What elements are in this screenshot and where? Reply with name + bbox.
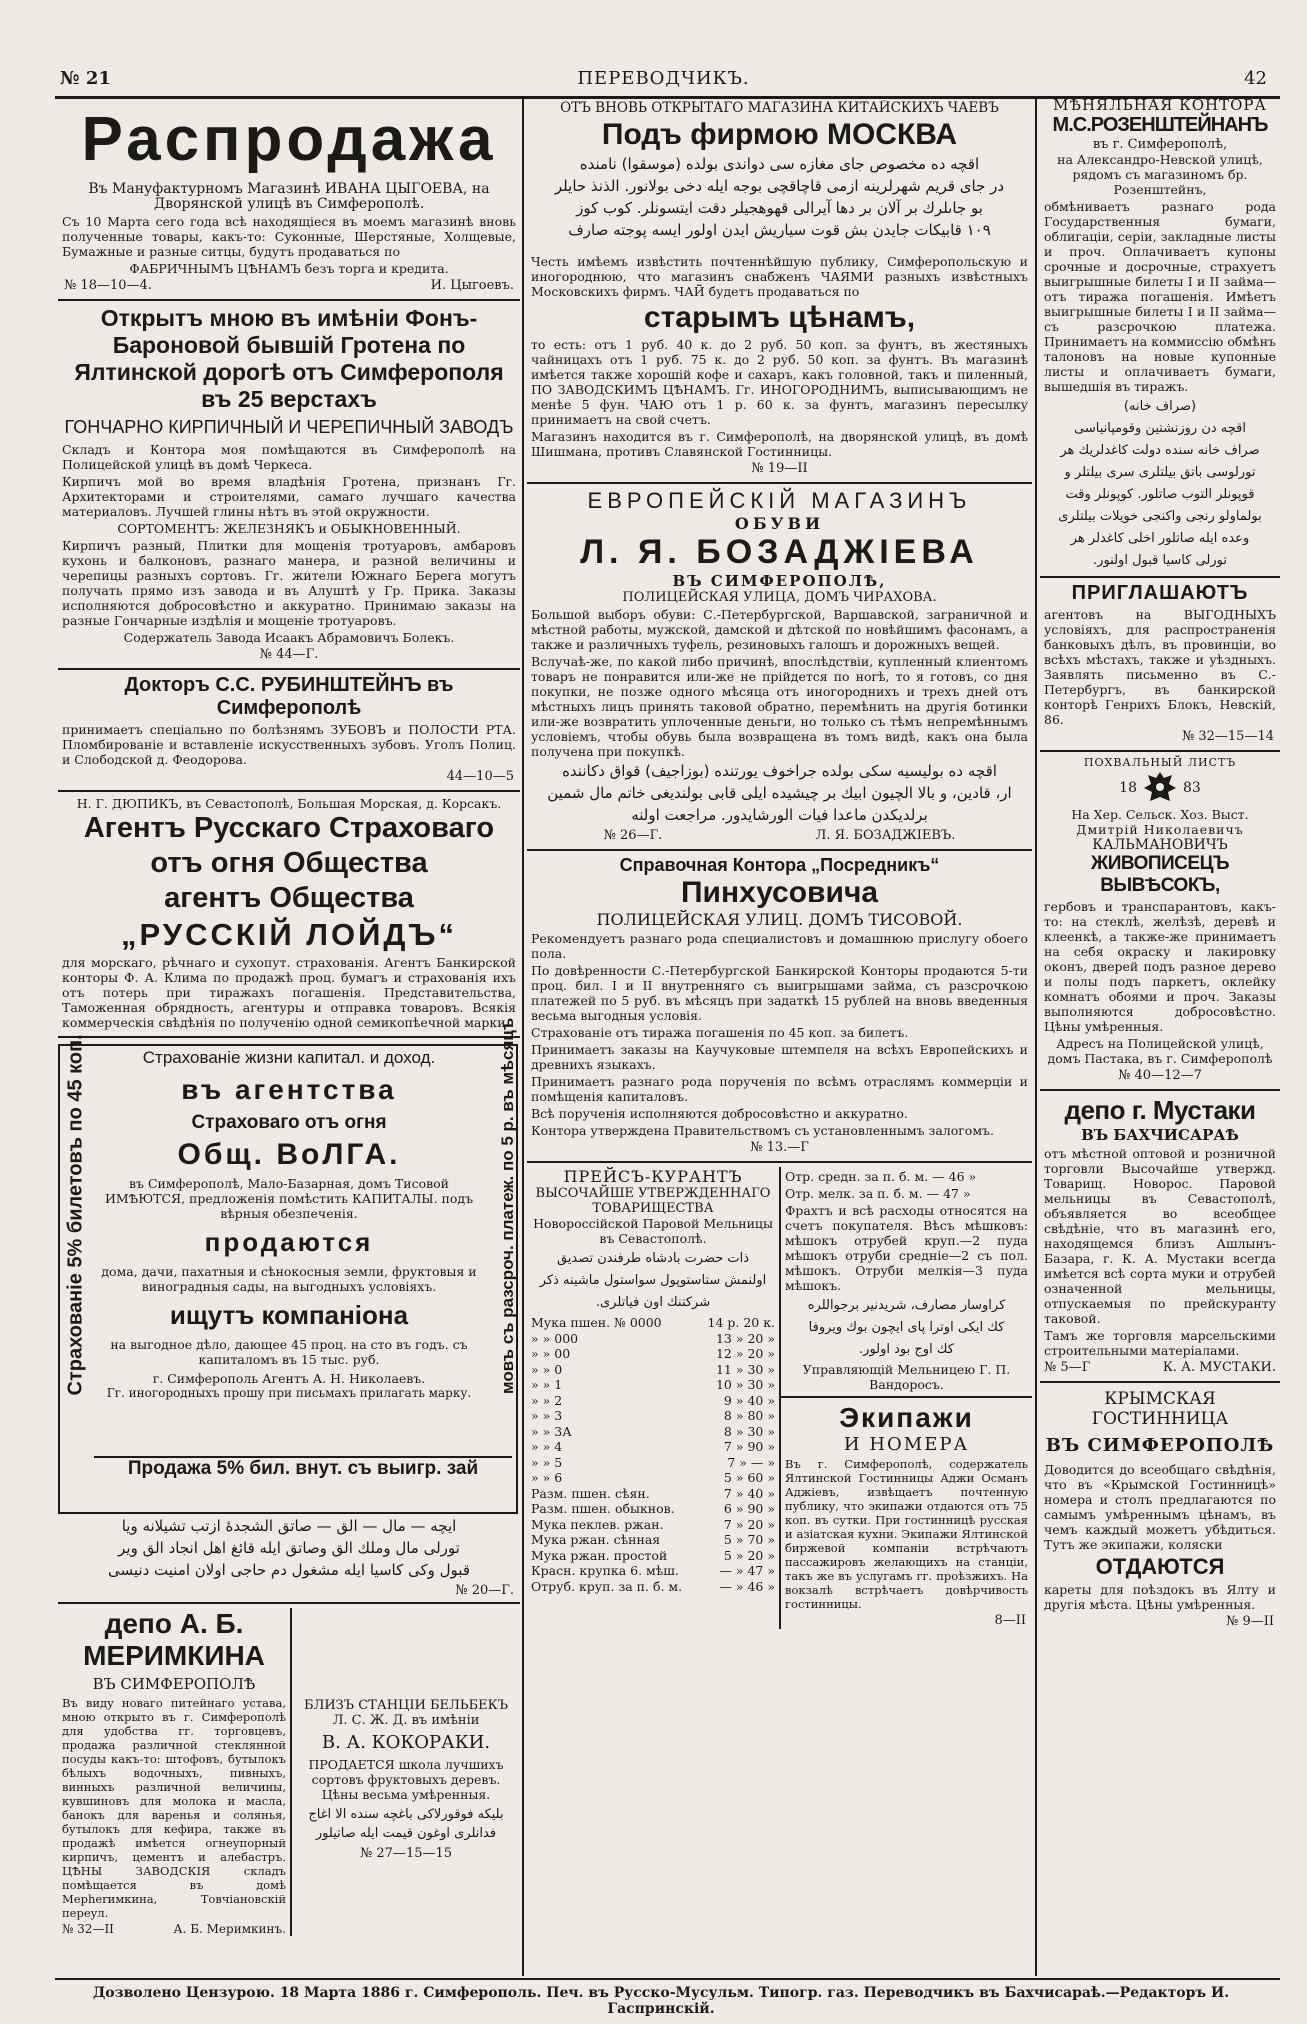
price-item-name: » » 3 xyxy=(531,1408,563,1423)
price-arabic-4: كراوسار مصارف، شريدنير برجواللره xyxy=(807,1298,1006,1313)
agent-title-4: „РУССКІЙ ЛОЙДЪ“ xyxy=(121,917,457,952)
factory-text-1: Складъ и Контора моя помѣщаются въ Симферополѣ на Полицейской улицѣ въ домѣ Черкеса. xyxy=(62,442,516,472)
kokoraki-arabic: بليكه فوقورلاكى باغچه سنده الا اغاج فدانلرى اوغون قيمت ايله صاتيلور xyxy=(308,1807,504,1841)
price-item-name: » » 4 xyxy=(531,1439,563,1454)
shoes-number: № 26—Г. xyxy=(603,828,663,843)
sale-text-2: Съ 10 Марта сего года всѣ находящіеся въ моемъ магазинѣ вновь полученные товары, какъ-то: Суконные, Шерстяные, Холщевые, Бумажные и разные ситцы, будутъ продаваться по xyxy=(62,214,516,259)
pinkh-text-6: Всѣ порученія исполняются добросовѣстно и аккуратно. xyxy=(531,1106,908,1121)
price-item-name: » » 000 xyxy=(531,1330,579,1346)
kalm-text: гербовъ и транспарантовъ, какъ-то: на стеклѣ, желѣзѣ, деревѣ и клеенкѣ, а также-же принимаетъ на себя окраску и лакировку оконъ, дверей подъ разное дерево и полы подъ паркетъ, оклейку комнатъ обоями и проч. Заказы выполняются добросовѣстно. Цѣны умѣренныя. xyxy=(1044,899,1276,1034)
volga-line-1: въ агентства xyxy=(181,1074,397,1105)
volga-left-vertical: Страхованіе 5% билетовъ по 45 коп. xyxy=(64,1034,87,1396)
price-right-2: Отр. мелк. за п. б. м. — 47 » xyxy=(785,1186,971,1201)
volga-seek-text: на выгодное дѣло, дающее 45 проц. на сто въ годъ. съ капиталомъ въ 15 тыс. руб. xyxy=(110,1337,468,1367)
price-item-name: » » 5 xyxy=(531,1454,563,1470)
price-item-value: 12 » 20 » xyxy=(715,1346,775,1361)
pinkh-title-2: Пинхусовича xyxy=(680,876,879,909)
price-item-name: » » 6 xyxy=(531,1470,563,1485)
tea-top: ОТЪ ВНОВЬ ОТКРЫТАГО МАГАЗИНА КИТАЙСКИХЪ ЧАЕВЪ xyxy=(560,100,999,116)
agent-title-1: Агентъ Русскаго Страховаго xyxy=(83,812,495,844)
price-row-item xyxy=(531,1501,775,1517)
hotel-ad xyxy=(1040,1389,1280,1629)
price-title-1: ПРЕЙСЪ-КУРАНТЪ xyxy=(563,1167,743,1186)
rozen-title-2: М.С.РОЗЕНШТЕЙНАНЪ xyxy=(1052,114,1268,136)
eagle-emblem-icon xyxy=(1143,769,1177,807)
price-row-item xyxy=(531,1393,775,1409)
volga-line-2: Страховаго отъ огня xyxy=(191,1112,387,1133)
tea-text-3: Магазинъ находится въ г. Симферополѣ, на дворянской улицѣ, въ домѣ Шишмана, противъ Славянской Гостинницы. xyxy=(531,429,1028,459)
hotel-number: № 9—II xyxy=(1226,1614,1274,1629)
factory-text-4: Кирпичъ разный, Плитки для мощенія тротуаровъ, амбаровъ кухонь и балконовъ, разнаго манера, и разной величины и черепицы разныхъ сортовъ. Гг. жители Южнаго Берега могутъ получать прямо изъ завода и въ Алуштѣ у Гр. Прика. Заказы исполняются добросовѣстно и аккуратно. Принимаю заказы на разные Гончарные издѣлія и мощеніе тротуаровъ. xyxy=(62,538,516,628)
pinkh-text-2: По довѣренности С.-Петербургской Банкирской Конторы продаются 5-ти проц. бил. I и II внутренняго съ выигрышами займа, съ разсрочкою платежей по 5 руб. въ мѣсяцъ при задаткѣ 15 рублей на вновь введенныя весьма выгодныя условія. xyxy=(531,963,1028,1023)
price-row-item xyxy=(531,1455,775,1471)
volga-number: № 20—Г. xyxy=(455,1583,514,1598)
agent-title-2: отъ огня Общества xyxy=(150,847,428,879)
price-arabic-1: ذات حضرت بادشاه طرفندن تصديق xyxy=(556,1251,750,1266)
mustaki-text-2: Тамъ же торговля марсельскими строительными матеріалами. xyxy=(1044,1328,1276,1358)
tea-firm: Подъ фирмою МОСКВА xyxy=(601,118,958,151)
price-item-value: 7 » — » xyxy=(727,1454,775,1470)
column-2 xyxy=(527,100,1032,1975)
price-item-value: 6 » 90 » xyxy=(723,1501,775,1516)
ekip-text: Въ г. Симферополѣ, содержатель Ялтинской Гостинницы Аджи Османъ Аджіевъ, извѣщаетъ почтенную публику, что экипажи отдаются отъ 75 коп. въ сутки. При гостинницѣ русская и азіатская кухни. Экипажи Ялтинской биржевой компаніи встрѣчаютъ пассажировъ желающихъ на станціи, такъ же въ услугамъ гг. проѣзжихъ. На вокзалѣ встрѣчаетъ довѣрчивость гостинницы. xyxy=(785,1457,1028,1611)
sale-signature: И. Цыгоевъ. xyxy=(430,278,514,293)
kalm-title-4: ЖИВОПИСЕЦЪ ВЫВѢСОКЪ, xyxy=(1091,853,1229,896)
rozenshtein-ad xyxy=(1040,96,1280,570)
kokoraki-ad xyxy=(292,1608,520,1936)
hotel-text: Доводится до всеобщаго свѣдѣнія, что въ «Крымской Гостинницѣ» номера и столъ предлагаются по самымъ умѣреннымъ цѣнамъ, въ чемъ каждый можетъ убѣдиться. Тутъ же экипажи, коляски xyxy=(1044,1462,1276,1552)
price-item-value: 8 » 30 » xyxy=(723,1423,775,1439)
rozen-text: обмѣниваетъ разнаго рода Государственныя бумаги, облигаціи, серіи, закладные листы и проч. Оплачиваетъ купоны срочные и досрочные, страхуетъ выигрышные билеты I и II займа—отъ тиража погашенія. Имѣетъ выигрышные билеты I и II займа—съ разсрочкою платежа. Принимаетъ на коммиссію обмѣнъ талоновъ на новые купонные листы и оплачиваетъ бумаги, вышедшія въ тиражъ. xyxy=(1044,199,1276,394)
kokoraki-number: № 27—15—15 xyxy=(359,1846,453,1861)
rozen-title-1: МѢНЯЛЬНАЯ КОНТОРА xyxy=(1053,96,1267,114)
factory-name: ГОНЧАРНО КИРПИЧНЫЙ И ЧЕРЕПИЧНЫЙ ЗАВОДЪ xyxy=(64,417,514,437)
column-rule-1 xyxy=(522,96,524,1976)
volga-agent: г. Симферополь Агентъ А. Н. Николаевъ. xyxy=(152,1371,426,1386)
column-3 xyxy=(1040,96,1280,1975)
volga-have: ИМѢЮТСЯ, предложенія помѣстить КАПИТАЛЫ. подъ вѣрныя обезпеченія. xyxy=(104,1191,474,1221)
shoes-title-2: ОБУВИ xyxy=(734,514,825,533)
sale-title: Распродажа xyxy=(81,105,497,174)
tea-ad xyxy=(527,100,1032,476)
agent-text: для морскаго, рѣчнаго и сухопут. страхованія. Агентъ Банкирской конторы Ф. А. Клима по продажѣ проц. бумагъ и страхованія ихъ отъ потерь при тиражахъ погашенія. Представительства, Таможенная обрядность, агентуры и отправка товаровъ. Всякія коммерческія свѣдѣнія по полученію одной семикопѣечной марки. xyxy=(62,955,516,1030)
price-item-name: Мука ржан. сѣнная xyxy=(531,1532,661,1547)
newspaper-title: ПЕРЕВОДЧИКЪ. xyxy=(577,68,750,89)
price-item-name: » » 3А xyxy=(531,1423,572,1439)
shoes-ad xyxy=(527,488,1032,843)
price-item-value: 5 » 20 » xyxy=(723,1547,775,1563)
price-row-item xyxy=(531,1315,775,1331)
volga-arabic-2: تورلى مال وملك الق وصاتق ايله قائغ اهل انجاد الق وير xyxy=(118,1539,460,1557)
rozen-arabic-6: وعده ايله صاتلور اخلى كاغدلر هر xyxy=(1070,531,1250,546)
price-item-value: — » 47 » xyxy=(719,1563,775,1578)
price-signature: Управляющій Мельницею Г. П. Вандоросъ. xyxy=(802,1362,1011,1392)
doctor-text: принимаетъ спеціально по болѣзнямъ ЗУБОВЪ и ПОЛОСТИ РТА. Пломбированіе и вставленіе искусственныхъ зубовъ. Уголъ Полиц. и Слободской д. Феодорова. xyxy=(62,722,516,767)
shoes-text-1: Большой выборъ обуви: С.-Петербургской, Варшавской, заграничной и мѣстной работы, мужской, дамской и дѣтской по новѣйшимъ фасонамъ, а также и различныхъ туфель, резиновыхъ галошъ и дорожныхъ вещей. xyxy=(531,607,1028,652)
kokoraki-line-2: Л. С. Ж. Д. въ имѣніи xyxy=(332,1713,480,1728)
price-row-item xyxy=(531,1548,775,1564)
shoes-arabic-2: ار، قادين، و بالا الچيون ابيك بر چيشيده ايلى قابى بولنديغى خاتم مال شمين xyxy=(547,784,1012,802)
factory-number: № 44—Г. xyxy=(259,647,319,662)
pinkh-number: № 13.—Г xyxy=(750,1140,809,1155)
agent-line: Н. Г. ДЮПИКЪ, въ Севастополѣ, Большая Морская, д. Корсакъ. xyxy=(76,796,502,811)
shoes-signature: Л. Я. БОЗАДЖІЕВЪ. xyxy=(815,828,956,843)
price-arabic-6: كك اوج بود اولور. xyxy=(859,1342,954,1357)
mustaki-ad xyxy=(1040,1095,1280,1375)
price-row-item xyxy=(531,1331,775,1347)
volga-right-vertical: мовъ съ разсроч. платеж. по 5 р. въ мѣсяцъ xyxy=(498,1017,517,1394)
price-row xyxy=(527,1167,1032,1629)
price-item-name: » » 00 xyxy=(531,1346,571,1361)
invite-text: агентовъ на ВЫГОДНЫХЪ условіяхъ, для распространенія банковыхъ дѣлъ, въ провинціи, во всѣхъ мѣстахъ, также и уѣздныхъ. Заявлять письменно въ С.-Петербургъ, въ банкирской конторѣ Генрихъ Блокъ, Невскій, 86. xyxy=(1044,607,1276,727)
shoes-arabic-1: اقچه ده بوليسيه سكى بولده جراخوف يورتنده (بوزاجيف) قواق دكاننده xyxy=(562,762,997,780)
price-item-value: 10 » 30 » xyxy=(715,1377,775,1392)
ekip-title-2: И НОМЕРА xyxy=(843,1434,970,1455)
rozen-arabic-7: تورلى كاسيا قبول اولنور. xyxy=(1093,553,1227,568)
shoes-text-2: Вслучаѣ-же, по какой либо причинѣ, впослѣдствіи, купленный клиентомъ товаръ не понравится или-же не прійдется по ногѣ, то я готовъ, со дня покупки, не позже одного мѣсяца отъ иногороднихъ и трехъ дней отъ мѣстныхъ лицъ принять таковой обратно, перемѣнить на другія ботинки или-же возвратить уплоченные деньги, но только съ тѣмъ непремѣннымъ условіемъ, чтобы обувь была возвращена въ томъ видѣ, какъ она была получена при покупкѣ. xyxy=(531,654,1028,759)
footer-rule xyxy=(55,1978,1280,1980)
tea-arabic-1: اقچه ده مخصوص جاى مغازه سى دواندى بولده (موسقوا) نامنده xyxy=(579,155,980,173)
pinkh-title-1: Справочная Контора „Посредникъ“ xyxy=(619,855,940,875)
price-title-2: ВЫСОЧАЙШЕ УТВЕРЖДЕННАГО ТОВАРИЩЕСТВА xyxy=(535,1186,771,1216)
factory-ad xyxy=(58,305,520,662)
kalm-number: № 40—12—7 xyxy=(1118,1068,1202,1083)
tea-text-1: Честь имѣемъ извѣстить почтеннѣйшую публику, Симферопольскую и иногороднюю, что магазинъ снабженъ ЧАЯМИ разныхъ извѣстныхъ Московскихъ фирмъ. ЧАЙ будетъ продаваться по xyxy=(531,254,1028,299)
price-item-name: Разм. пшен. обыкнов. xyxy=(531,1501,675,1516)
price-row-item xyxy=(531,1362,775,1378)
shoes-arabic-3: برلديكدن ماعدا فيات الورشايدور. مراجعت اولنه xyxy=(631,806,928,824)
kalm-year-2: 83 xyxy=(1183,780,1201,796)
sale-number: № 18—10—4. xyxy=(64,278,152,293)
price-item-value: 11 » 30 » xyxy=(715,1361,775,1377)
mustaki-text: отъ мѣстной оптовой и розничной торговли Высочайше утвержд. Товарищ. Новорос. Паровой мельницы въ Севастополѣ, объявляется во всеобщее свѣдѣніе, что въ магазинѣ его, находящемся близъ Ашлынъ-Базара, г. К. А. Мустаки всегда имѣется всѣ сорта муки и отрубей означенной мельницы, отпускаемыя по прейскуранту таковой. xyxy=(1044,1146,1276,1326)
price-item-value: 5 » 60 » xyxy=(723,1470,775,1485)
price-row-item xyxy=(531,1532,775,1548)
price-table xyxy=(531,1315,775,1594)
merimkin-title-2: МЕРИМКИНА xyxy=(83,1640,265,1671)
volga-address: въ Симферополѣ, Мало-Базарная, домъ Тисовой xyxy=(128,1176,449,1191)
tea-old-prices: старымъ цѣнамъ, xyxy=(643,301,916,334)
price-row-item xyxy=(531,1346,775,1362)
price-item-value: 8 » 80 » xyxy=(723,1408,775,1423)
price-item-name: Мука пшен. № 0000 xyxy=(531,1315,662,1330)
tea-number: № 19—II xyxy=(751,461,808,476)
invite-ad xyxy=(1040,582,1280,744)
merimkin-title-1: депо А. Б. xyxy=(104,1608,244,1639)
rozen-arabic-2: صراف خانه سنده دولت كاغدلريك هر xyxy=(1060,443,1260,458)
kalm-title-2: Дмитрій Николаевичъ xyxy=(1076,822,1244,837)
pinkh-text-5: Принимаетъ разнаго рода порученія по всѣмъ отраслямъ коммерціи и помѣщенія капиталовъ. xyxy=(531,1074,1028,1104)
kalm-address: Адресъ на Полицейской улицѣ, домъ Пастака, въ г. Симферополѣ xyxy=(1047,1036,1273,1066)
price-row-item xyxy=(531,1470,775,1486)
sale-ad xyxy=(58,100,520,293)
shoes-title-4: ВЪ СИМФЕРОПОЛѢ, xyxy=(672,572,887,590)
volga-line-3: Общ. ВоЛГА. xyxy=(177,1138,401,1171)
page-header xyxy=(60,68,1267,90)
hotel-title-2: ВЪ СИМФЕРОПОЛѢ xyxy=(1045,1435,1275,1456)
sale-text-1: Въ Мануфактурномъ Магазинѣ ИВАНА ЦЫГОЕВА, на Дворянской улицѣ въ Симферополѣ. xyxy=(88,181,490,212)
factory-headline: Открытъ мною въ имѣніи Фонъ-Бароновой бывшій Гротена по Ялтинской дорогѣ отъ Симферополя въ 25 верстахъ xyxy=(74,305,504,412)
doctor-number: 44—10—5 xyxy=(446,769,514,784)
price-row-item xyxy=(531,1408,775,1424)
kalm-year-1: 18 xyxy=(1119,780,1137,796)
invite-title: ПРИГЛАШАЮТЪ xyxy=(1071,582,1249,604)
volga-seek: ищутъ компаніона xyxy=(169,1300,409,1330)
pinkh-text-4: Принимаетъ заказы на Каучуковые штемпеля на всѣхъ Европейскихъ и древнихъ языкахъ. xyxy=(531,1042,1028,1072)
price-item-value: 13 » 20 » xyxy=(715,1330,775,1346)
ekip-ad xyxy=(781,1402,1032,1628)
price-title-3: Новороссійской Паровой Мельницы въ Севастополѣ. xyxy=(533,1216,773,1246)
volga-note: Гг. иногородныхъ прошу при письмахъ прилагать марку. xyxy=(106,1386,472,1400)
price-row-item xyxy=(531,1517,775,1533)
mustaki-signature: К. А. МУСТАКИ. xyxy=(1162,1360,1276,1375)
rozen-arabic-0: (صراف خانه) xyxy=(1123,399,1197,414)
pinkh-text-3: Страхованіе отъ тиража погашенія по 45 коп. за билетъ. xyxy=(531,1025,909,1040)
volga-arabic-3: قبول وكى كاسيا ايله مشغول دم حاجى اولان امنيت دنيسى xyxy=(108,1561,470,1579)
price-item-name: Мука пеклев. ржан. xyxy=(531,1516,664,1532)
column-1 xyxy=(58,100,520,1975)
bottom-left-row xyxy=(58,1608,520,1936)
kalmanovich-ad xyxy=(1040,756,1280,1083)
footer-imprint: Дозволено Цензурою. 18 Марта 1886 г. Симферополь. Печ. въ Русско-Мусульм. Типогр. газ. Переводчикъ въ Бахчисараѣ.—Редакторъ И. Гаспринскій. xyxy=(92,1985,1230,2017)
price-arabic-5: كك ايكى اوترا پاى ايچون بوك ويروفا xyxy=(808,1320,1005,1335)
doctor-title: Докторъ С.С. РУБИНШТЕЙНЪ въ Симферополѣ xyxy=(124,674,454,719)
price-row-item xyxy=(531,1439,775,1455)
kokoraki-text: ПРОДАЕТСЯ школа лучшихъ сортовъ фруктовыхъ деревъ. Цѣны весьма умѣренныя. xyxy=(308,1757,504,1802)
price-item-name: Красн. крупка 6. мѣш. xyxy=(531,1563,679,1578)
hotel-text-2: кареты для поѣздокъ въ Ялту и другія мѣста. Цѣны умѣренныя. xyxy=(1044,1582,1276,1612)
tea-text-2: то есть: отъ 1 руб. 40 к. до 2 руб. 50 коп. за фунтъ, въ жестяныхъ чайницахъ отъ 1 руб. 75 к. до 2 руб. 50 коп. за фунтъ. Въ магазинѣ имѣется также хорошій кофе и сахаръ, какъ головной, такъ и пиленный, ПО ЗАВОДСКИМЪ ЦѢНАМЪ. Гг. ИНОГОРОДНИМЪ, выписывающимъ не менѣе 5 фун. ЧАЮ отъ 1 р. 60 к. за фунтъ, магазинъ пересылку принимаетъ на свой счетъ. xyxy=(531,337,1028,427)
kalm-title-1: На Хер. Сельск. Хоз. Выст. xyxy=(1071,807,1249,822)
volga-top: Страхованіе жизни капитал. и доход. xyxy=(142,1048,436,1067)
volga-ad xyxy=(58,1017,520,1514)
doctor-ad xyxy=(58,674,520,784)
kalm-top: ПОХВАЛЬНЫЙ ЛИСТЪ xyxy=(1083,756,1237,769)
pinkh-title-3: ПОЛИЦЕЙСКАЯ УЛИЦ. ДОМЪ ТИСОВОЙ. xyxy=(596,910,963,929)
page-number: 42 xyxy=(1244,68,1267,89)
merimkin-ad xyxy=(58,1608,292,1936)
kokoraki-name: В. А. КОКОРАКИ. xyxy=(321,1732,491,1753)
volga-sell: продаются xyxy=(204,1227,374,1257)
volga-arabic-1: ايچه — مال — الق — صاتق الشجدهٔ ازتب تشيلانه ويا xyxy=(121,1517,457,1535)
rozen-arabic-4: قوپونلر التوب صاتلور. كوپونلر وقت xyxy=(1065,487,1255,502)
price-item-value: 7 » 20 » xyxy=(723,1516,775,1532)
tea-arabic-3: بو جاىلرك بر آلان بر دها آيرالى قهوهجيلر دقت ايتسونلر. كوب كوز xyxy=(576,199,983,217)
agent-title-3: агентъ Общества xyxy=(164,882,414,914)
price-item-name: » » 2 xyxy=(531,1392,563,1408)
price-row-item xyxy=(531,1377,775,1393)
agent-ad xyxy=(58,796,520,1030)
price-right-3: Фрахтъ и всѣ расходы относятся на счетъ покупателя. Вѣсъ мѣшковъ: мѣшокъ отрубей круп.—2 пуда мѣшокъ отруби средніе—2 съ пол. мѣшокъ. Отруби мелкія—3 пуда мѣшокъ. xyxy=(785,1203,1028,1293)
merimkin-text: Въ виду новаго питейнаго устава, мною открыто въ г. Симферополѣ для удобства гг. торговцевъ, продажа различной стеклянной посуды какъ-то: штофовъ, бутылокъ бѣлыхъ водочныхъ, пивныхъ, винныхъ различной величины, кувшиновъ для молока и масла, банокъ для варенья и солянья, бутылокъ для кефира, также въ продажѣ имѣется огнеупорный кирпичъ, цементъ и алебастръ. ЦѢНЫ ЗАВОДСКІЯ складъ помѣщается въ домѣ Мерherимкина, Товчіановскій переул. xyxy=(62,1696,286,1920)
price-item-name: Разм. пшен. сѣян. xyxy=(531,1485,650,1501)
ekip-number: 8—II xyxy=(994,1613,1026,1628)
price-list-ad xyxy=(527,1167,781,1629)
price-item-name: » » 1 xyxy=(531,1377,563,1392)
price-item-name: » » 0 xyxy=(531,1361,563,1377)
rozen-title-3: въ г. Симферополѣ, xyxy=(1092,137,1228,152)
price-item-value: — » 46 » xyxy=(719,1578,775,1594)
price-row-item xyxy=(531,1579,775,1595)
factory-text-2: Кирпичъ мой во время владѣнія Гротена, признанъ Гг. Архитекторами и строителями, самаго лучшаго качества материаловъ. Лучшей глины нѣтъ въ этой окружности. xyxy=(62,474,516,519)
mustaki-title-1: депо г. Мустаки xyxy=(1064,1095,1256,1125)
price-item-value: 7 » 40 » xyxy=(723,1485,775,1501)
price-item-value: 14 р. 20 к. xyxy=(707,1315,775,1330)
price-row-item xyxy=(531,1424,775,1440)
shoes-title-1: ЕВРОПЕЙСКІЙ МАГАЗИНЪ xyxy=(587,488,972,513)
price-row-item xyxy=(531,1563,775,1579)
sale-fixed-prices: ФАБРИЧНЫМЪ ЦѢНАМЪ безъ торга и кредита. xyxy=(129,261,449,276)
rozen-title-4: на Александро-Невской улицѣ, рядомъ съ магазиномъ бр. Розенштейнъ, xyxy=(1057,152,1263,197)
price-row-item xyxy=(531,1486,775,1502)
price-item-value: 9 » 40 » xyxy=(723,1392,775,1408)
pinkh-text-7: Контора утверждена Правительствомъ съ установленнымъ залогомъ. xyxy=(531,1123,994,1138)
invite-number: № 32—15—14 xyxy=(1181,729,1274,744)
pinkh-text-1: Рекомендуетъ разнаго рода специалистовъ и домашнюю прислугу обоего пола. xyxy=(531,931,1028,961)
shoes-title-3: Л. Я. БОЗАДЖІЕВА xyxy=(580,533,979,571)
column-rule-2 xyxy=(1035,96,1037,1976)
volga-sell-text: дома, дачи, пахатныя и сѣнокосныя земли, фруктовыя и виноградныя сады, на выгодныхъ условіяхъ. xyxy=(101,1264,477,1294)
merimkin-number: № 32—II xyxy=(62,1922,114,1936)
rozen-arabic-1: اقچه دن روزنشتين وقومپانياسى xyxy=(1074,421,1246,436)
price-arabic-3: شركتنك اون فياتلرى. xyxy=(595,1295,711,1310)
shoes-title-5: ПОЛИЦЕЙСКАЯ УЛИЦА, ДОМЪ ЧИРАХОВА. xyxy=(622,590,937,605)
pinkhusovich-ad xyxy=(527,855,1032,1155)
tea-arabic-2: در جاى قريم شهرلرينه ازمى قاچاقچى بوجه ايله دخى بولانور. الذنذ حايلر xyxy=(554,177,1005,195)
hotel-title-1: КРЫМСКАЯ ГОСТИННИЦА xyxy=(1091,1389,1229,1429)
factory-text-3: СОРТОМЕНТЪ: ЖЕЛЕЗНЯКЪ и ОБЫКНОВЕННЫЙ. xyxy=(117,521,461,536)
price-item-name: Мука ржан. простой xyxy=(531,1547,668,1563)
mustaki-title-2: ВЪ БАХЧИСАРАѢ xyxy=(1081,1126,1239,1144)
merimkin-signature: А. Б. Меримкинъ. xyxy=(173,1922,286,1936)
merimkin-title-3: ВЪ СИМФЕРОПОЛѢ xyxy=(92,1675,256,1693)
ekip-title-1: Экипажи xyxy=(839,1402,974,1433)
price-list-right xyxy=(781,1167,1032,1629)
kokoraki-line-1: БЛИЗЪ СТАНЦІИ БЕЛЬБЕКЪ xyxy=(303,1698,509,1713)
price-arabic-2: اولنمش ستاستوپول سواستول ماشينه ذكر xyxy=(539,1273,767,1288)
price-right-1: Отр. средн. за п. б. м. — 46 » xyxy=(785,1169,977,1184)
price-item-value: 7 » 90 » xyxy=(723,1439,775,1454)
mustaki-number: № 5—Г xyxy=(1044,1360,1091,1375)
rozen-arabic-5: بولماولو رنجى واكنجى خويلات بيلتلرى xyxy=(1058,509,1262,524)
price-item-name: Отруб. круп. за п. б. м. xyxy=(531,1578,683,1594)
tea-arabic-4: ١٠٩ قابيكات جايدن بش قوت سياريش ايدن اولور ايسه پوجته صارف xyxy=(568,221,991,239)
issue-number: № 21 xyxy=(60,68,111,89)
rozen-arabic-3: تورلوسى باتق بيلتلرى سرى بيلتلر و xyxy=(1064,465,1256,480)
volga-bottom: Продажа 5% бил. внут. съ выигр. зай xyxy=(127,1458,479,1479)
hotel-give: ОТДАЮТСЯ xyxy=(1095,1554,1225,1579)
price-item-value: 5 » 70 » xyxy=(723,1532,775,1547)
factory-owner: Содержатель Завода Исаакъ Абрамовичъ Болекъ. xyxy=(123,630,455,645)
kalm-title-3: КАЛЬМАНОВИЧЪ xyxy=(1092,837,1228,853)
